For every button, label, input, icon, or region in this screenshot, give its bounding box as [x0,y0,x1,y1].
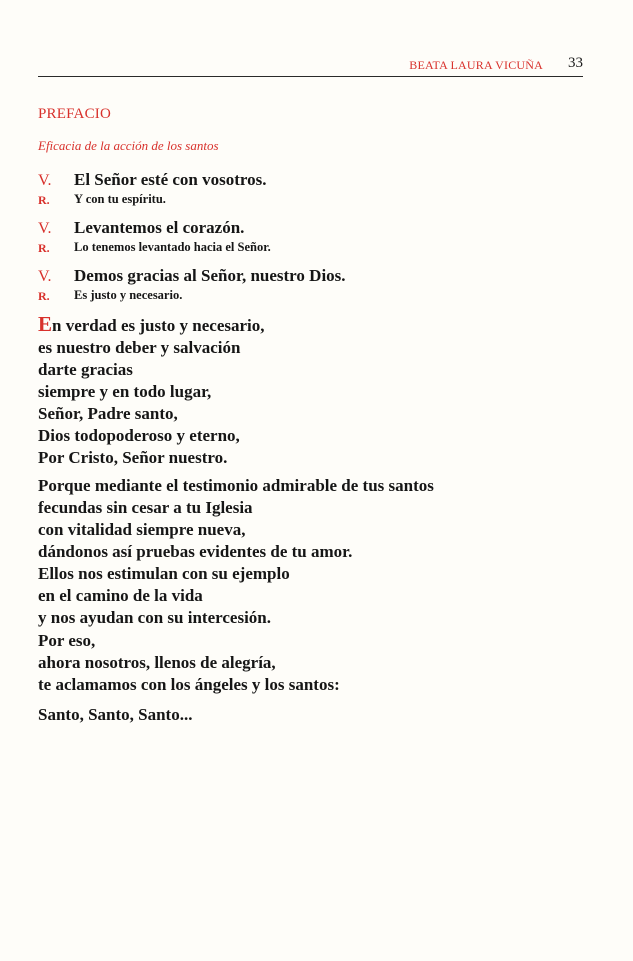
response-mark: R. [38,193,50,207]
stanza-line: Porque mediante el testimonio admirable de tus santos [38,476,434,495]
response-text: Es justo y necesario. [74,288,183,302]
stanza-line: siempre y en todo lugar, [38,382,212,401]
response-text: Y con tu espíritu. [74,192,166,206]
response-mark: R. [38,289,50,303]
drop-cap: E [38,312,53,336]
stanza-line: en el camino de la vida [38,586,203,605]
stanza-line: Dios todopoderoso y eterno, [38,426,240,445]
dialogue-pair [38,170,598,214]
page-number: 33 [568,55,583,71]
preface-stanza-4 [38,704,598,726]
versicle-line [38,266,598,288]
stanza-line: Señor, Padre santo, [38,404,178,423]
response-mark: R. [38,241,50,255]
versicle-text: Levantemos el corazón. [74,218,245,237]
dialogue-pair [38,266,598,310]
preface-stanza-1 [38,313,598,469]
stanza-line [38,313,598,337]
section-subtitle: Eficacia de la acción de los santos [38,138,219,153]
section-title: PREFACIO [38,106,112,122]
versicle-mark: V. [38,220,52,237]
stanza-line: Por eso, [38,631,96,650]
stanza-line: dándonos así pruebas evidentes de tu amor. [38,542,353,561]
running-header [38,56,583,77]
response-line [38,192,598,214]
running-title: BEATA LAURA VICUÑA [409,58,543,72]
versicle-line [38,170,598,192]
response-text: Lo tenemos levantado hacia el Señor. [74,240,271,254]
response-line [38,240,598,262]
stanza-line: Ellos nos estimulan con su ejemplo [38,564,290,583]
stanza-line: Por Cristo, Señor nuestro. [38,448,228,467]
stanza-line: fecundas sin cesar a tu Iglesia [38,498,253,517]
versicle-mark: V. [38,268,52,285]
versicle-text: El Señor esté con vosotros. [74,170,267,189]
preface-stanza-3 [38,630,598,696]
versicle-line [38,218,598,240]
versicle-text: Demos gracias al Señor, nuestro Dios. [74,266,346,285]
versicle-mark: V. [38,172,52,189]
stanza-line: darte gracias [38,360,133,379]
stanza-line: es nuestro deber y salvación [38,338,241,357]
preface-stanza-2 [38,475,598,629]
stanza-line-text: n verdad es justo y necesario, [52,316,265,335]
response-line [38,288,598,310]
stanza-line: Santo, Santo, Santo... [38,705,193,724]
stanza-line: con vitalidad siempre nueva, [38,520,246,539]
stanza-line: te aclamamos con los ángeles y los santos: [38,675,340,694]
stanza-line: y nos ayudan con su intercesión. [38,608,272,627]
dialogue-pair [38,218,598,262]
stanza-line: ahora nosotros, llenos de alegría, [38,653,276,672]
